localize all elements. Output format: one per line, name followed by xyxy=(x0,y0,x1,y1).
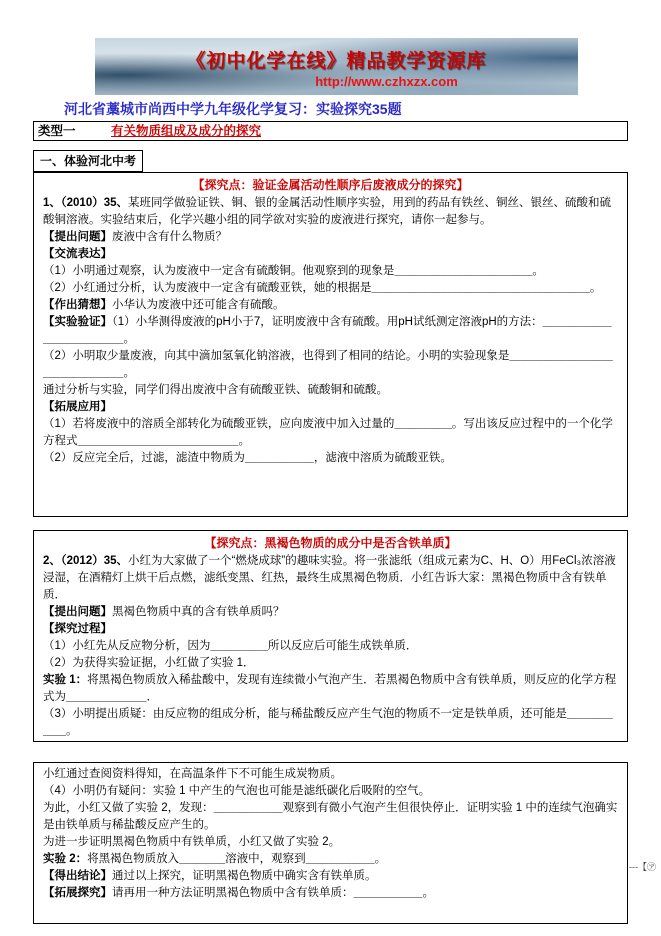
page-title: 河北省藁城市尚西中学九年级化学复习：实验探究35题 xyxy=(64,101,402,117)
type-heading-box xyxy=(33,121,628,141)
paragraph: 【得出结论】通过以上探究，证明黑褐色物质中确实含有铁单质。 xyxy=(43,870,377,882)
paragraph: （4）小明仍有疑问：实验 1 中产生的气泡也可能是滤纸碳化后吸附的空气。 xyxy=(43,785,431,797)
paragraph: 【提出问题】黑褐色物质中真的含有铁单质吗？ xyxy=(43,606,285,618)
paragraph: （2）小红通过分析，认为废液中一定含有硫酸亚铁，她的根据是＿＿＿＿＿＿＿＿＿＿＿＿＿＿＿＿＿＿＿。 xyxy=(43,282,602,294)
paragraph: 【实验验证】（1）小华测得废液的pH小于7，证明废液中含有硫酸。用pH试纸测定溶液pH的方法：＿＿＿＿＿＿＿＿＿＿＿＿＿。 xyxy=(43,316,612,345)
paragraph: （1）若将废液中的溶质全部转化为硫酸亚铁，应向废液中加入过量的＿＿＿＿＿。写出该反应过程中的一个化学方程式＿＿＿＿＿＿＿＿＿＿＿＿＿＿。 xyxy=(43,418,613,447)
paragraph: 通过分析与实验，同学们得出废液中含有硫酸亚铁、硫酸铜和硫酸。 xyxy=(43,384,388,396)
paragraph: 【交流表达】 xyxy=(43,248,112,260)
question-box-3 xyxy=(33,762,628,924)
paragraph: （1）小红先从反应物分析，因为＿＿＿＿＿所以反应后可能生成铁单质． xyxy=(43,640,418,652)
explore-point-heading: 【探究点：验证金属活动性顺序后废液成分的探究】 xyxy=(192,178,469,192)
paragraph: 【提出问题】废液中含有什么物质？ xyxy=(43,231,227,243)
paragraph: （2）小明取少量废液，向其中滴加氢氧化钠溶液，也得到了相同的结论。小明的实验现象是＿＿＿＿＿＿＿＿＿＿＿＿＿＿＿＿。 xyxy=(43,350,613,379)
paragraph: 【作出猜想】小华认为废液中还可能含有硫酸。 xyxy=(43,299,285,311)
side-note-fragment: ---【㋐ xyxy=(629,862,656,872)
paragraph: 为此，小红又做了实验 2，发现：＿＿＿＿＿＿观察到有微小气泡产生但很快停止．证明实验 1 中的连续气泡确实是由铁单质与稀盐酸反应产生的。 xyxy=(43,802,618,831)
banner-image xyxy=(95,38,578,95)
paragraph: 1、（2010）35、某班同学做验证铁、铜、银的金属活动性顺序实验，用到的药品有铁丝、铜丝、银丝、硫酸和硫酸铜溶液。实验结束后，化学兴趣小组的同学欲对实验的废液进行探究，请你一起参与。 xyxy=(43,197,612,226)
paragraph: 实验 2：将黑褐色物质放入＿＿＿＿溶液中，观察到＿＿＿＿＿＿。 xyxy=(43,853,387,865)
paragraph: 小红通过查阅资料得知，在高温条件下不可能生成炭物质。 xyxy=(43,768,342,780)
paragraph: 【探究过程】 xyxy=(43,623,112,635)
paragraph: 为进一步证明黑褐色物质中有铁单质，小红又做了实验 2。 xyxy=(43,836,341,848)
paragraph: （1）小明通过观察，认为废液中一定含有硫酸铜。他观察到的现象是＿＿＿＿＿＿＿＿＿＿＿＿。 xyxy=(43,265,544,277)
paragraph: 【拓展探究】请再用一种方法证明黑褐色物质中含有铁单质：＿＿＿＿＿＿。 xyxy=(43,887,434,899)
paragraph: 2、（2012）35、小红为大家做了一个“燃烧成球”的趣味实验。将一张滤纸（组成元素为C、H、O）用FeCl₃浓溶液浸湿，在酒精灯上烘干后点燃，滤纸变黑、红热，最终生成黑褐色物质．小红告诉大家：黑褐色物质中含有铁单质． xyxy=(43,555,616,601)
type-heading-label: 有关物质组成及成分的探究 xyxy=(111,124,262,138)
paragraph: 实验 1：将黑褐色物质放入稀盐酸中，发现有连续微小气泡产生．若黑褐色物质中含有铁单质，则反应的化学方程式为＿＿＿＿＿＿＿． xyxy=(43,674,617,703)
section-heading: 一、体验河北中考 xyxy=(33,150,143,172)
paragraph: （2）为获得实验证据，小红做了实验 1． xyxy=(43,657,255,669)
explore-point-heading: 【探究点：黑褐色物质的成分中是否含铁单质】 xyxy=(204,536,457,550)
paragraph: （3）小明提出质疑：由反应物的组成分析，能与稀盐酸反应产生气泡的物质不一定是铁单质，还可能是＿＿＿＿＿＿。 xyxy=(43,708,613,737)
site-url[interactable]: http://www.czhxzx.com xyxy=(315,74,458,89)
question-box-1 xyxy=(33,172,628,517)
banner-title: 《初中化学在线》精品教学资源库 xyxy=(186,51,487,72)
paragraph: 【拓展应用】 xyxy=(43,401,112,413)
question-box-2 xyxy=(33,530,628,742)
type-heading-prefix: 类型一 xyxy=(38,124,76,138)
paragraph: （2）反应完全后，过滤，滤渣中物质为＿＿＿＿＿＿，滤液中溶质为硫酸亚铁。 xyxy=(43,452,452,464)
